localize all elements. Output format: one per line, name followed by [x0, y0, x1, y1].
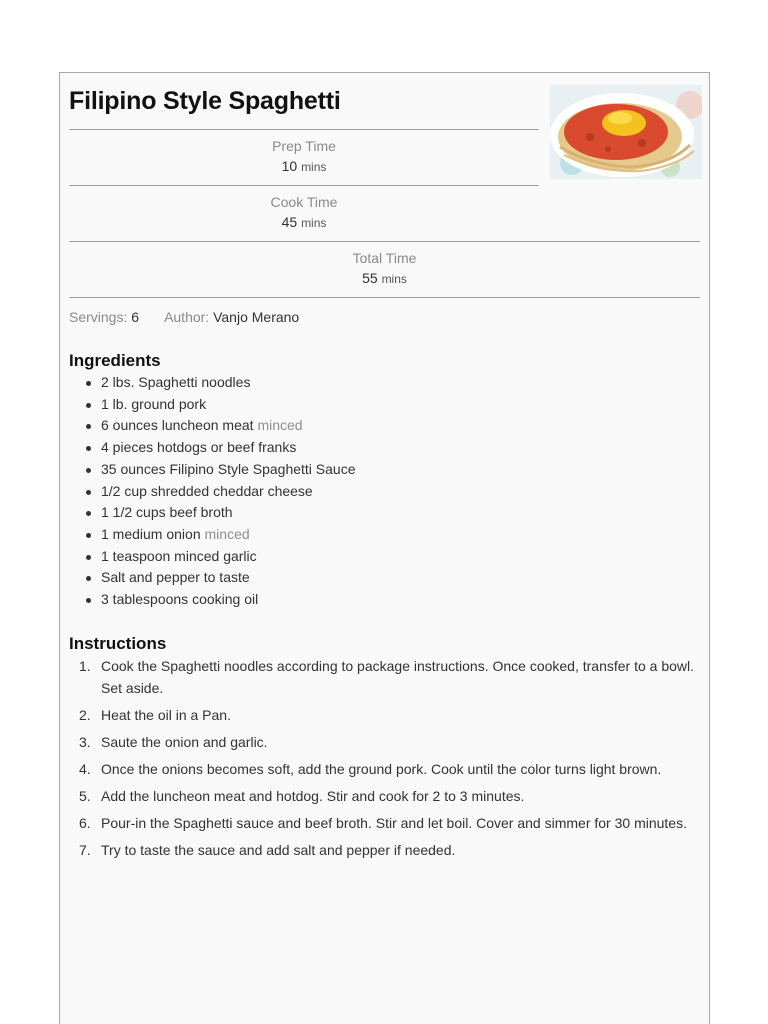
prep-time-label: Prep Time: [272, 138, 336, 154]
bullet-icon: [86, 468, 91, 473]
instruction-step: 5. Add the luncheon meat and hotdog. Stir and cook for 2 to 3 minutes.: [79, 788, 525, 804]
ingredient-item: 35 ounces Filipino Style Spaghetti Sauce: [69, 459, 356, 481]
bullet-icon: [86, 533, 91, 538]
ingredient-item: 1 1/2 cups beef broth: [69, 502, 356, 524]
total-time-unit: mins: [381, 272, 407, 286]
recipe-meta: [69, 309, 299, 325]
bullet-icon: [86, 424, 91, 429]
recipe-photo[interactable]: [550, 85, 702, 179]
ingredient-item: 1 medium onion minced: [69, 524, 356, 546]
bullet-icon: [86, 576, 91, 581]
bullet-icon: [86, 598, 91, 603]
spaghetti-image: [550, 85, 702, 179]
instruction-step: 7. Try to taste the sauce and add salt and pepper if needed.: [79, 842, 456, 858]
bullet-icon: [86, 403, 91, 408]
recipe-title: Filipino Style Spaghetti: [69, 87, 341, 115]
servings-label: Servings:: [69, 309, 128, 325]
cook-time-unit: mins: [301, 216, 327, 230]
prep-time-value: 10: [281, 158, 298, 174]
bullet-icon: [86, 511, 91, 516]
ingredient-item: 3 tablespoons cooking oil: [69, 589, 356, 611]
author-value: Vanjo Merano: [213, 309, 300, 325]
servings-value[interactable]: 6: [131, 309, 140, 325]
total-time-value: 55: [362, 270, 378, 286]
total-time-block: [69, 241, 700, 286]
total-time-label: Total Time: [352, 250, 417, 266]
instructions-heading: Instructions: [69, 634, 167, 653]
ingredient-item: Salt and pepper to taste: [69, 567, 356, 589]
bullet-icon: [86, 555, 91, 560]
prep-time-unit: mins: [301, 160, 327, 174]
ingredient-note: minced: [204, 525, 250, 542]
ingredient-item: 1 teaspoon minced garlic: [69, 546, 356, 568]
recipe-card: [59, 72, 710, 1024]
ingredient-note: minced: [257, 417, 303, 434]
ingredient-item: 1/2 cup shredded cheddar cheese: [69, 481, 356, 503]
instruction-step: 2. Heat the oil in a Pan.: [79, 707, 231, 723]
bullet-icon: [86, 381, 91, 386]
ingredients-heading: Ingredients: [69, 351, 161, 370]
meta-divider: [69, 297, 700, 298]
instruction-step: 6. Pour-in the Spaghetti sauce and beef broth. Stir and let boil. Cover and simmer for 30 minutes.: [79, 815, 687, 831]
instructions-list: [69, 655, 699, 866]
cook-time-block: [69, 185, 539, 230]
instruction-step: 1. Cook the Spaghetti noodles according to package instructions. Once cooked, transfer to a bowl. Set aside.: [79, 658, 695, 696]
ingredient-item: 6 ounces luncheon meat minced: [69, 415, 356, 437]
instruction-step: 3. Saute the onion and garlic.: [79, 734, 268, 750]
ingredient-item: 2 lbs. Spaghetti noodles: [69, 372, 356, 394]
ingredients-list: [69, 372, 356, 611]
bullet-icon: [86, 446, 91, 451]
author-label: Author:: [164, 309, 210, 325]
instruction-step: 4. Once the onions becomes soft, add the ground pork. Cook until the color turns light brown.: [79, 761, 662, 777]
prep-time-block: [69, 129, 539, 174]
ingredient-item: 1 lb. ground pork: [69, 394, 356, 416]
cook-time-label: Cook Time: [270, 194, 338, 210]
ingredient-item: 4 pieces hotdogs or beef franks: [69, 437, 356, 459]
bullet-icon: [86, 490, 91, 495]
cook-time-value: 45: [281, 214, 298, 230]
